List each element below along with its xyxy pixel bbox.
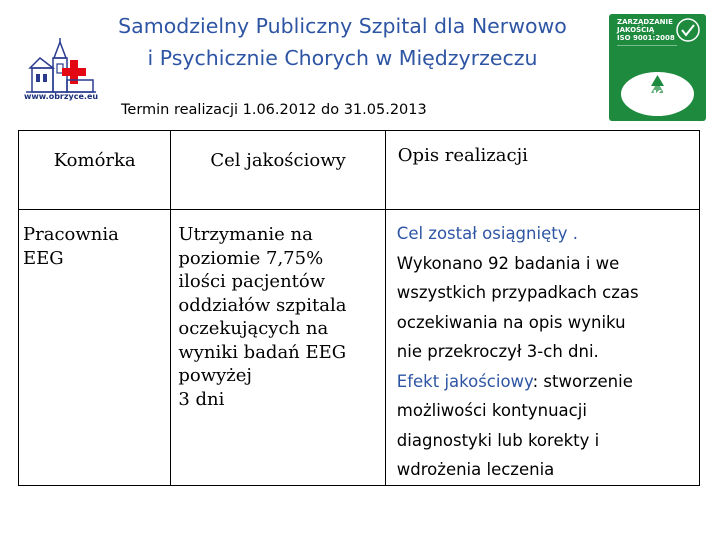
effect-text: : stworzenie — [532, 371, 633, 391]
goal-line: powyżej — [178, 365, 253, 386]
header-goal: Cel jakościowy — [171, 131, 385, 210]
quality-goal-table — [18, 130, 700, 486]
title-line-1: Samodzielny Publiczny Szpital dla Nerwowo — [118, 14, 567, 38]
goal-line: oddziałów szpitala — [178, 294, 347, 316]
unit-line: Pracownia — [23, 224, 119, 245]
table-row — [19, 210, 700, 486]
desc-line: diagnostyki lub korekty i — [396, 430, 600, 450]
goal-line: ilości pacjentów — [178, 271, 326, 292]
dekra-brand: DEKRA — [634, 88, 681, 102]
desc-line: Wykonano 92 badania i we — [396, 253, 620, 273]
desc-line: wdrożenia leczenia — [396, 460, 555, 479]
desc-line: wszystkich przypadkach czas — [396, 283, 639, 302]
goal-line: 3 dni — [178, 388, 225, 410]
goal-line: wyniki badań EEG — [178, 341, 347, 363]
cell-description — [385, 210, 699, 486]
desc-line-status: Cel został osiągnięty . — [396, 224, 578, 243]
page-title — [95, 10, 590, 74]
header-unit: Komórka — [19, 131, 171, 210]
goal-line: oczekujących na — [178, 318, 329, 339]
cell-goal — [171, 210, 385, 486]
badge-line-2: JAKOŚCIĄ — [617, 26, 655, 34]
dekra-iso-badge — [609, 14, 706, 121]
desc-line: nie przekroczył 3-ch dni. — [396, 342, 599, 361]
badge-line-3: ISO 9001:2008 — [617, 34, 675, 42]
goal-line: poziomie 7,75% — [178, 247, 324, 269]
unit-line: EEG — [23, 247, 64, 269]
goal-line: Utrzymanie na — [178, 224, 313, 245]
header-description: Opis realizacji — [385, 131, 699, 210]
title-line-2: i Psychicznie Chorych w Międzyrzeczu — [147, 46, 538, 70]
realization-term: Termin realizacji 1.06.2012 do 31.05.2013 — [121, 102, 427, 118]
certified-check-icon — [675, 17, 701, 43]
badge-line-1: ZARZĄDZANIE — [617, 18, 673, 26]
church-icon — [22, 38, 98, 94]
cell-unit — [19, 210, 171, 486]
hospital-url: www.obrzyce.eu — [24, 92, 99, 101]
effect-label: Efekt jakościowy — [396, 371, 533, 391]
desc-line: oczekiwania na opis wyniku — [396, 312, 626, 332]
desc-line-effect — [397, 367, 695, 397]
badge-fine-print — [617, 45, 677, 60]
table-header-row — [19, 131, 700, 210]
desc-line: możliwości kontynuacji — [396, 401, 587, 420]
